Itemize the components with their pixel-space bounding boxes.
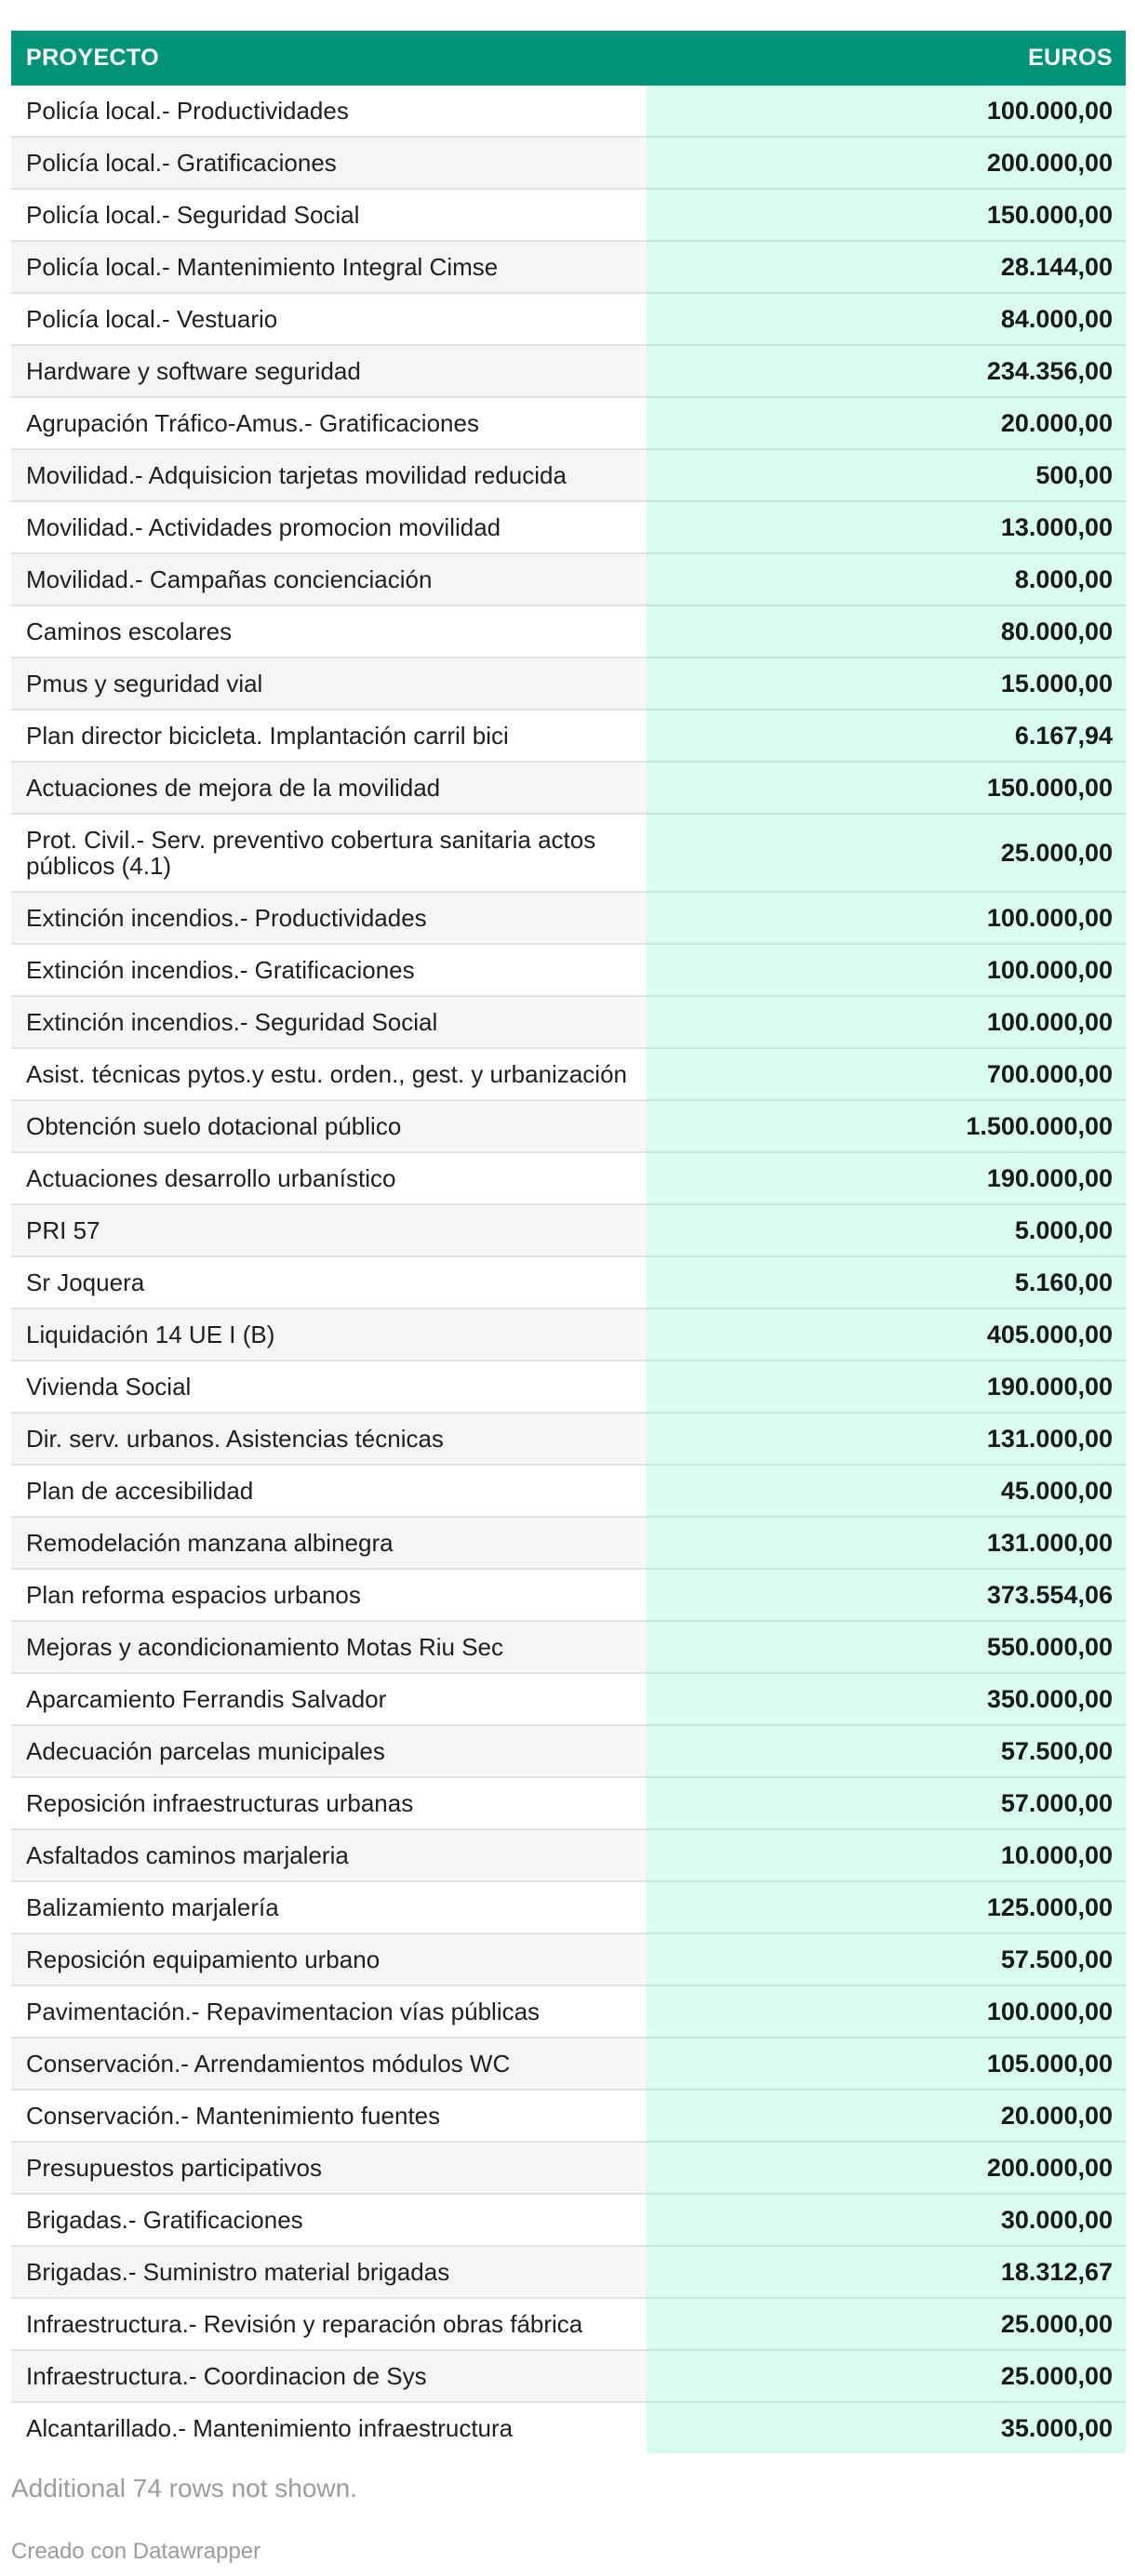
table-row	[11, 1829, 1126, 1881]
project-cell: Alcantarillado.- Mantenimiento infraestructura	[11, 2402, 647, 2453]
table-row	[11, 2402, 1126, 2453]
table-row	[11, 1048, 1126, 1100]
euros-value-cell: 131.000,00	[647, 1413, 1126, 1465]
table-row	[11, 241, 1126, 293]
euros-value-cell: 700.000,00	[647, 1048, 1126, 1100]
table-row	[11, 1569, 1126, 1621]
table-body	[11, 86, 1126, 2453]
euros-value-cell: 80.000,00	[647, 605, 1126, 657]
project-cell: Asfaltados caminos marjaleria	[11, 1829, 647, 1881]
euros-value-cell: 550.000,00	[647, 1621, 1126, 1673]
table-row	[11, 397, 1126, 449]
euros-value-cell: 8.000,00	[647, 553, 1126, 605]
table-row	[11, 1204, 1126, 1256]
project-cell: Infraestructura.- Coordinacion de Sys	[11, 2350, 647, 2402]
table-row	[11, 892, 1126, 944]
table-row	[11, 449, 1126, 501]
project-cell: Conservación.- Mantenimiento fuentes	[11, 2090, 647, 2142]
project-cell: Presupuestos participativos	[11, 2142, 647, 2194]
project-cell: Conservación.- Arrendamientos módulos WC	[11, 2038, 647, 2090]
euros-value-cell: 10.000,00	[647, 1829, 1126, 1881]
euros-value-cell: 25.000,00	[647, 2350, 1126, 2402]
table-row	[11, 944, 1126, 996]
project-cell: Agrupación Tráfico-Amus.- Gratificaciones	[11, 397, 647, 449]
euros-value-cell: 28.144,00	[647, 241, 1126, 293]
table-row	[11, 137, 1126, 189]
euros-value-cell: 25.000,00	[647, 814, 1126, 892]
table-row	[11, 1308, 1126, 1361]
table-row	[11, 657, 1126, 710]
euros-value-cell: 1.500.000,00	[647, 1100, 1126, 1152]
table-row	[11, 710, 1126, 762]
project-cell: Vivienda Social	[11, 1361, 647, 1413]
euros-value-cell: 150.000,00	[647, 189, 1126, 241]
table-row	[11, 1152, 1126, 1204]
table-row	[11, 1933, 1126, 1985]
table-header	[11, 31, 1126, 86]
table-row	[11, 1100, 1126, 1152]
project-cell: Actuaciones desarrollo urbanístico	[11, 1152, 647, 1204]
project-cell: Obtención suelo dotacional público	[11, 1100, 647, 1152]
project-cell: Reposición infraestructuras urbanas	[11, 1777, 647, 1829]
project-cell: Actuaciones de mejora de la movilidad	[11, 762, 647, 814]
euros-value-cell: 405.000,00	[647, 1308, 1126, 1361]
project-cell: Mejoras y acondicionamiento Motas Riu Sec	[11, 1621, 647, 1673]
table-row	[11, 2142, 1126, 2194]
euros-value-cell: 84.000,00	[647, 293, 1126, 345]
table-row	[11, 2194, 1126, 2246]
table-row	[11, 1517, 1126, 1569]
table-row	[11, 86, 1126, 137]
euros-value-cell: 190.000,00	[647, 1361, 1126, 1413]
project-cell: Plan director bicicleta. Implantación carril bici	[11, 710, 647, 762]
project-cell: Brigadas.- Suministro material brigadas	[11, 2246, 647, 2298]
table-row	[11, 2350, 1126, 2402]
table-row	[11, 1361, 1126, 1413]
project-cell: Infraestructura.- Revisión y reparación obras fábrica	[11, 2298, 647, 2350]
euros-value-cell: 234.356,00	[647, 345, 1126, 397]
project-cell: Sr Joquera	[11, 1256, 647, 1308]
euros-value-cell: 57.000,00	[647, 1777, 1126, 1829]
column-header-proyecto: PROYECTO	[11, 31, 647, 86]
table-row	[11, 1465, 1126, 1517]
project-cell: Aparcamiento Ferrandis Salvador	[11, 1673, 647, 1725]
table-row	[11, 189, 1126, 241]
euros-value-cell: 35.000,00	[647, 2402, 1126, 2453]
project-cell: Extinción incendios.- Productividades	[11, 892, 647, 944]
euros-value-cell: 100.000,00	[647, 996, 1126, 1048]
euros-value-cell: 15.000,00	[647, 657, 1126, 710]
euros-value-cell: 125.000,00	[647, 1881, 1126, 1933]
euros-value-cell: 20.000,00	[647, 2090, 1126, 2142]
table-row	[11, 293, 1126, 345]
project-cell: Policía local.- Productividades	[11, 86, 647, 137]
euros-value-cell: 500,00	[647, 449, 1126, 501]
table-row	[11, 501, 1126, 553]
table-row	[11, 1413, 1126, 1465]
project-cell: Movilidad.- Campañas concienciación	[11, 553, 647, 605]
euros-value-cell: 45.000,00	[647, 1465, 1126, 1517]
table-row	[11, 1881, 1126, 1933]
project-cell: Policía local.- Mantenimiento Integral Cimse	[11, 241, 647, 293]
euros-value-cell: 350.000,00	[647, 1673, 1126, 1725]
project-cell: Reposición equipamiento urbano	[11, 1933, 647, 1985]
project-cell: Plan de accesibilidad	[11, 1465, 647, 1517]
project-cell: Brigadas.- Gratificaciones	[11, 2194, 647, 2246]
projects-table	[11, 31, 1126, 2453]
table-row	[11, 2298, 1126, 2350]
table-row	[11, 1777, 1126, 1829]
project-cell: Plan reforma espacios urbanos	[11, 1569, 647, 1621]
euros-value-cell: 6.167,94	[647, 710, 1126, 762]
header-row	[11, 31, 1126, 86]
project-cell: Policía local.- Vestuario	[11, 293, 647, 345]
euros-value-cell: 200.000,00	[647, 137, 1126, 189]
table-row	[11, 2090, 1126, 2142]
euros-value-cell: 18.312,67	[647, 2246, 1126, 2298]
euros-value-cell: 57.500,00	[647, 1933, 1126, 1985]
table-row	[11, 1256, 1126, 1308]
euros-value-cell: 190.000,00	[647, 1152, 1126, 1204]
table-row	[11, 345, 1126, 397]
table-row	[11, 2038, 1126, 2090]
table-row	[11, 553, 1126, 605]
table-row	[11, 762, 1126, 814]
datawrapper-credit: Creado con Datawrapper	[11, 2539, 261, 2564]
euros-value-cell: 373.554,06	[647, 1569, 1126, 1621]
table-row	[11, 1621, 1126, 1673]
project-cell: Prot. Civil.- Serv. preventivo cobertura sanitaria actos públicos (4.1)	[11, 814, 647, 892]
table-row	[11, 814, 1126, 892]
euros-value-cell: 13.000,00	[647, 501, 1126, 553]
table-row	[11, 1673, 1126, 1725]
euros-value-cell: 30.000,00	[647, 2194, 1126, 2246]
euros-value-cell: 5.160,00	[647, 1256, 1126, 1308]
project-cell: Caminos escolares	[11, 605, 647, 657]
project-cell: PRI 57	[11, 1204, 647, 1256]
additional-rows-note: Additional 74 rows not shown.	[11, 2474, 357, 2503]
euros-value-cell: 100.000,00	[647, 944, 1126, 996]
table-row	[11, 605, 1126, 657]
table-row	[11, 996, 1126, 1048]
project-cell: Dir. serv. urbanos. Asistencias técnicas	[11, 1413, 647, 1465]
project-cell: Movilidad.- Adquisicion tarjetas movilidad reducida	[11, 449, 647, 501]
project-cell: Liquidación 14 UE I (B)	[11, 1308, 647, 1361]
project-cell: Extinción incendios.- Seguridad Social	[11, 996, 647, 1048]
euros-value-cell: 200.000,00	[647, 2142, 1126, 2194]
project-cell: Policía local.- Seguridad Social	[11, 189, 647, 241]
euros-value-cell: 25.000,00	[647, 2298, 1126, 2350]
project-cell: Policía local.- Gratificaciones	[11, 137, 647, 189]
euros-value-cell: 100.000,00	[647, 892, 1126, 944]
project-cell: Movilidad.- Actividades promocion movilidad	[11, 501, 647, 553]
table-row	[11, 2246, 1126, 2298]
project-cell: Pmus y seguridad vial	[11, 657, 647, 710]
euros-value-cell: 100.000,00	[647, 86, 1126, 137]
project-cell: Pavimentación.- Repavimentacion vías públicas	[11, 1985, 647, 2038]
euros-value-cell: 57.500,00	[647, 1725, 1126, 1777]
table-row	[11, 1985, 1126, 2038]
euros-value-cell: 5.000,00	[647, 1204, 1126, 1256]
project-cell: Balizamiento marjalería	[11, 1881, 647, 1933]
project-cell: Remodelación manzana albinegra	[11, 1517, 647, 1569]
project-cell: Hardware y software seguridad	[11, 345, 647, 397]
project-cell: Asist. técnicas pytos.y estu. orden., gest. y urbanización	[11, 1048, 647, 1100]
euros-value-cell: 131.000,00	[647, 1517, 1126, 1569]
euros-value-cell: 105.000,00	[647, 2038, 1126, 2090]
table-row	[11, 1725, 1126, 1777]
euros-value-cell: 150.000,00	[647, 762, 1126, 814]
euros-value-cell: 100.000,00	[647, 1985, 1126, 2038]
column-header-euros: EUROS	[647, 31, 1126, 86]
euros-value-cell: 20.000,00	[647, 397, 1126, 449]
project-cell: Extinción incendios.- Gratificaciones	[11, 944, 647, 996]
project-cell: Adecuación parcelas municipales	[11, 1725, 647, 1777]
